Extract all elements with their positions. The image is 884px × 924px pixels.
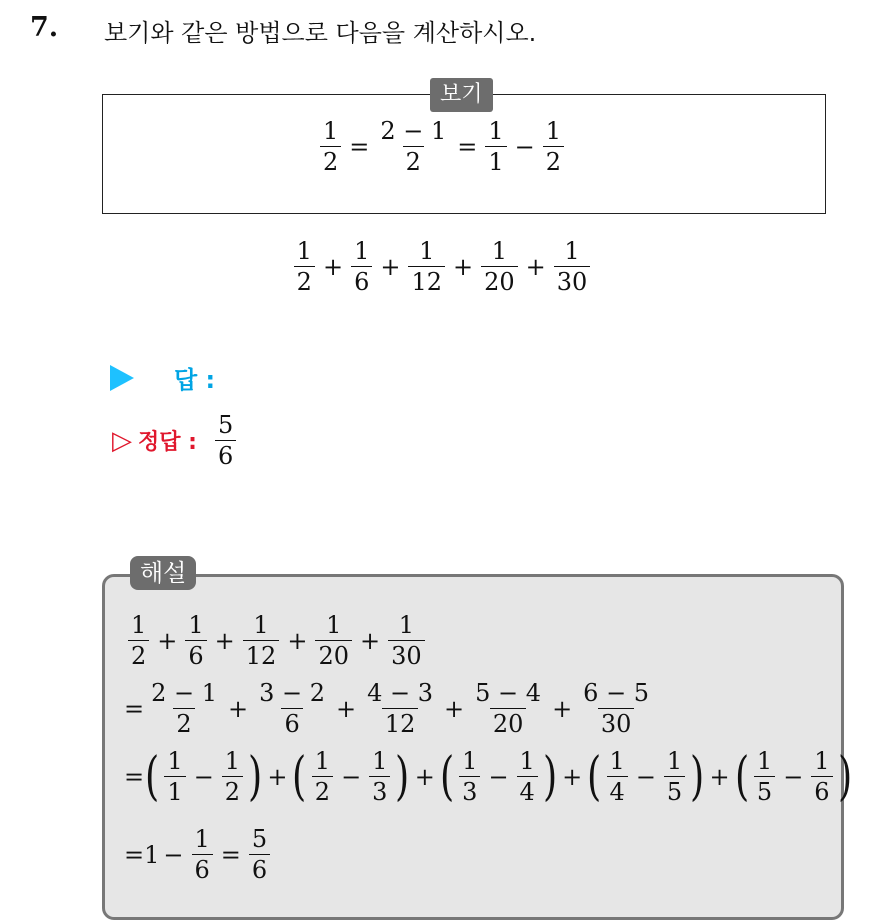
minus-sign: − — [163, 840, 184, 869]
plus-sign: + — [322, 252, 344, 281]
right-paren: ) — [248, 746, 263, 807]
fraction: $\frac{1}{2}$ — [222, 748, 243, 806]
minus-sign: − — [635, 762, 656, 791]
fraction: $\frac{1}{6}$ — [192, 826, 213, 884]
solution-line-1 — [124, 612, 429, 670]
minus-sign: − — [783, 762, 804, 791]
fraction: $\frac{5}{6}$ — [249, 826, 270, 884]
correct-answer-value: $\frac{5}{6}$ — [215, 412, 236, 470]
fraction: $\frac{1}{20}$ — [315, 612, 352, 670]
fraction: $\frac{2 - 1}{2}$ — [380, 117, 447, 177]
equals-sign: = — [124, 694, 145, 723]
fraction: $\frac{5 - 4}{20}$ — [475, 679, 542, 739]
plus-sign: + — [380, 252, 401, 281]
fraction: $\frac{1}{12}$ — [243, 612, 280, 670]
fraction: $\frac{1}{30}$ — [388, 612, 425, 670]
right-paren: ) — [542, 746, 558, 807]
plus-sign: + — [228, 694, 249, 723]
left-paren: ( — [292, 746, 307, 807]
answer-label: 답 : — [174, 366, 216, 394]
fraction: $\frac{1}{2}$ — [294, 238, 315, 296]
plus-sign: + — [157, 626, 178, 655]
fraction: $\frac{1}{3}$ — [369, 748, 390, 806]
answer-row — [110, 360, 215, 395]
minus-sign: − — [488, 762, 509, 791]
fraction: $\frac{1}{6}$ — [811, 748, 832, 806]
outline-triangle-icon: ▷ — [112, 425, 132, 456]
plus-sign: + — [525, 252, 546, 281]
fraction: $\frac{4 - 3}{12}$ — [367, 679, 434, 739]
plus-sign: + — [359, 626, 381, 655]
fraction: $\frac{1}{1}$ — [485, 118, 506, 176]
fraction: $\frac{1}{12}$ — [408, 238, 445, 296]
fraction: $\frac{1}{4}$ — [607, 748, 628, 806]
fraction: $\frac{1}{5}$ — [664, 748, 685, 806]
equals-sign: = — [220, 840, 241, 869]
right-paren: ) — [837, 746, 852, 807]
plus-sign: + — [414, 762, 435, 791]
fraction: $\frac{6 - 5}{30}$ — [583, 679, 650, 739]
left-paren: ( — [587, 746, 602, 807]
plus-sign: + — [709, 762, 730, 791]
equals-sign: = — [124, 762, 145, 791]
fraction: $\frac{1}{4}$ — [517, 748, 538, 806]
minus-sign: − — [514, 132, 535, 161]
plus-sign: + — [267, 762, 288, 791]
correct-answer-label: 정답 : — [138, 430, 197, 456]
fraction: $\frac{2 - 1}{2}$ — [151, 679, 218, 739]
fraction: $\frac{1}{5}$ — [754, 748, 775, 806]
plus-sign: + — [562, 762, 583, 791]
plus-sign: + — [287, 626, 308, 655]
fraction: $\frac{1}{6}$ — [185, 612, 206, 670]
solution-line-3 — [124, 748, 853, 806]
solution-tag: 해설 — [130, 556, 196, 590]
plus-sign: + — [453, 252, 474, 281]
leading-term: =1 — [124, 840, 160, 869]
fraction: $\frac{1}{1}$ — [164, 748, 185, 806]
left-paren: ( — [734, 746, 749, 807]
solution-line-2 — [124, 680, 656, 738]
question-number: 7. — [30, 12, 59, 43]
fraction: $\frac{1}{20}$ — [481, 238, 518, 296]
right-paren: ) — [395, 746, 410, 807]
minus-sign: − — [341, 762, 362, 791]
left-paren: ( — [439, 746, 455, 807]
plus-sign: + — [444, 694, 465, 723]
plus-sign: + — [336, 694, 357, 723]
example-tag: 보기 — [430, 78, 493, 112]
plus-sign: + — [552, 694, 573, 723]
solution-line-4 — [124, 826, 274, 884]
correct-answer-row — [112, 412, 240, 470]
play-triangle-icon — [110, 365, 134, 391]
fraction: $\frac{1}{2}$ — [128, 612, 149, 670]
fraction: $\frac{1}{2}$ — [543, 118, 564, 176]
fraction: $\frac{1}{3}$ — [459, 748, 480, 806]
fraction: $\frac{1}{2}$ — [320, 118, 341, 176]
example-formula — [0, 118, 884, 176]
fraction: $\frac{1}{30}$ — [554, 238, 591, 296]
problem-expression — [0, 238, 884, 296]
question-text: 보기와 같은 방법으로 다음을 계산하시오. — [104, 19, 537, 47]
fraction: $\frac{3 - 2}{6}$ — [259, 679, 326, 739]
fraction: $\frac{1}{6}$ — [351, 238, 372, 296]
fraction: $\frac{1}{2}$ — [312, 748, 333, 806]
minus-sign: − — [193, 762, 214, 791]
left-paren: ( — [145, 746, 160, 807]
right-paren: ) — [690, 746, 705, 807]
equals-sign: = — [457, 132, 478, 161]
equals-sign: = — [349, 132, 370, 161]
plus-sign: + — [214, 626, 235, 655]
